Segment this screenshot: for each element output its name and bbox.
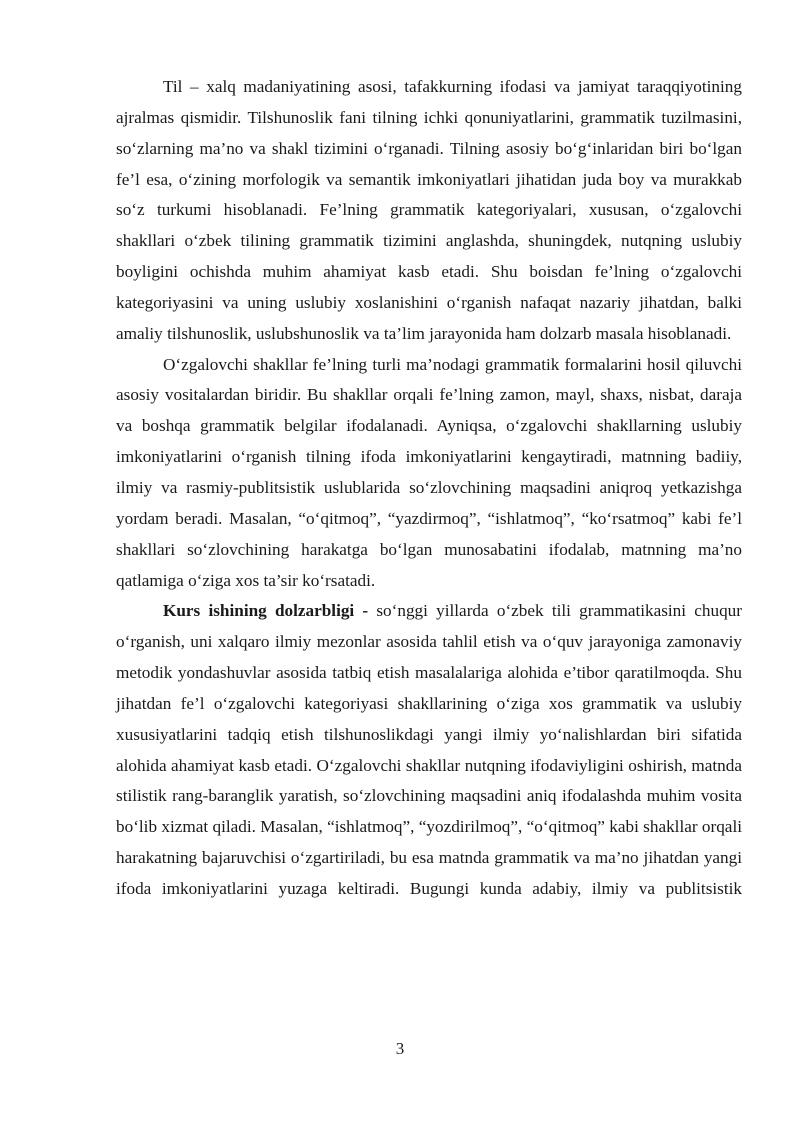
relevance-heading: Kurs ishining dolzarbligi - xyxy=(163,601,369,621)
paragraph-intro: Til – xalq madaniyatining asosi, tafakkurning ifodasi va jamiyat taraqqiyotining ajralmas qismidir. Tilshunoslik fani tilning ichki qonuniyatlarini, grammatik tuzilmasini, so‘zlarning ma’no va shakl tizimini o‘rganadi. Tilning asosiy bo‘g‘inlaridan biri bo‘lgan fe’l esa, o‘zining morfologik va semantik imkoniyatlari jihatidan juda boy va murakkab so‘z turkumi hisoblanadi. Fe’lning grammatik kategoriyalari, xususan, o‘zgalovchi shakllari o‘zbek tilining grammatik tizimini anglashda, shuningdek, nutqning uslubiy boyligini ochishda muhim ahamiyat kasb etadi. Shu boisdan fe’lning o‘zgalovchi kategoriyasini va uning uslubiy xoslanishini o‘rganish nafaqat nazariy jihatdan, balki amaliy tilshunoslik, uslubshunoslik va ta’lim jarayonida ham dolzarb masala hisoblanadi. xyxy=(116,77,742,343)
paragraph-relevance xyxy=(116,596,742,904)
body-text xyxy=(116,72,742,905)
paragraph-forms: O‘zgalovchi shakllar fe’lning turli ma’nodagi grammatik formalarini hosil qiluvchi asosiy vositalardan biridir. Bu shakllar orqali fe’lning zamon, mayl, shaxs, nisbat, daraja va boshqa grammatik belgilar ifodalanadi. Ayniqsa, o‘zgalovchi shakllarning uslubiy imkoniyatlarini o‘rganish tilning ifoda imkoniyatlarini kengaytiradi, matnning badiiy, ilmiy va rasmiy-publitsistik uslublarida so‘zlovchining maqsadini aniqroq yetkazishga yordam beradi. Masalan, “o‘qitmoq”, “yazdirmoq”, “ishlatmoq”, “ko‘rsatmoq” kabi fe’l shakllari so‘zlovchining harakatga bo‘lgan munosabatini ifodalab, matnning ma’no qatlamiga o‘ziga xos ta’sir ko‘rsatadi. xyxy=(116,354,742,590)
relevance-text: so‘nggi yillarda o‘zbek tili grammatikasini chuqur o‘rganish, uni xalqaro ilmiy mezonlar asosida tahlil etish va o‘quv jarayoniga zamonaviy metodik yondashuvlar asosida tatbiq etish masalalariga alohida e’tibor qaratilmoqda. Shu jihatdan fe’l o‘zgalovchi kategoriyasi shakllarining o‘ziga xos grammatik va uslubiy xususiyatlarini tadqiq etish tilshunoslikdagi yangi ilmiy yo‘nalishlardan biri sifatida alohida ahamiyat kasb etadi. O‘zgalovchi shakllar nutqning ifodaviyligini oshirish, matnda stilistik rang-baranglik yaratish, so‘zlovchining maqsadini aniq ifodalashda muhim vosita bo‘lib xizmat qiladi. Masalan, “ishlatmoq”, “yozdirilmoq”, “o‘qitmoq” kabi shakllar orqali harakatning bajaruvchisi o‘zgartiriladi, bu esa matnda grammatik va ma’no jihatdan yangi ifoda imkoniyatlarini yuzaga keltiradi. Bugungi kunda adabiy, ilmiy va publitsistik xyxy=(116,601,742,898)
page-number: 3 xyxy=(395,1039,405,1058)
